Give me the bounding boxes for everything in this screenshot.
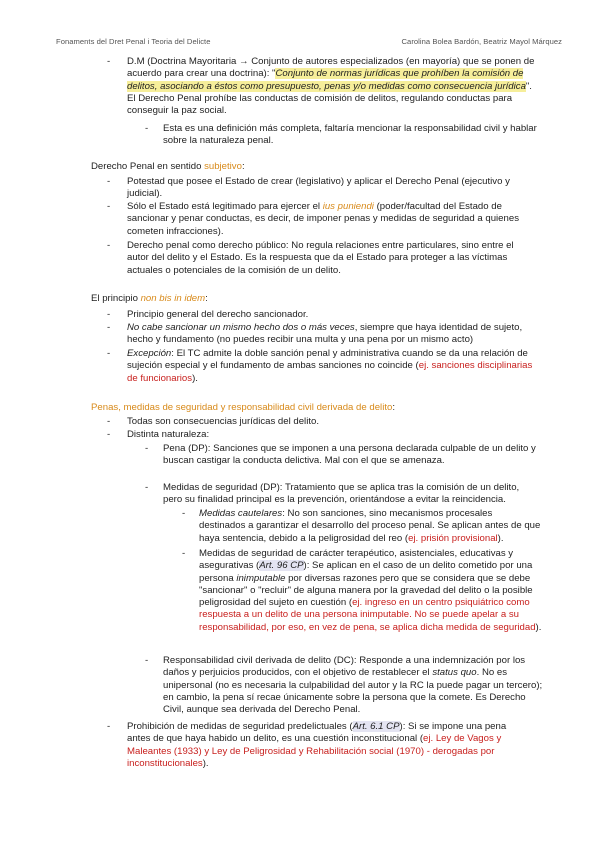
bullet-dash: -: [107, 201, 111, 212]
medidas-cautelares-item: [199, 508, 563, 545]
text: antes de que haya habido un delito, es una cuestión inconstitucional (: [127, 733, 424, 745]
text: por diversas razones pero que se considera que se debe: [285, 572, 531, 584]
heading-text: :: [392, 402, 395, 413]
medidas-seguridad-item: [163, 482, 563, 507]
header-right: Carolina Bolea Bardón, Beatriz Mayol Márquez: [401, 37, 562, 46]
example-text: ej. prisión provisional: [408, 532, 498, 544]
text-line: unipersonal (no es necesaria la culpabilidad del autor y la RC la puede pagar un tercero);: [163, 679, 543, 691]
text: inimputable: [236, 572, 286, 584]
list-item: [127, 176, 563, 201]
text-line: [199, 508, 563, 520]
example-text: responsabilidad, por eso, en vez de pena, se aplica dicha medida de seguridad: [199, 621, 536, 633]
definition-highlight: delitos, asociando a éstos como presupuesto, penas y/o medidas como consecuencia jurídica: [127, 80, 526, 92]
text-line: [199, 597, 563, 609]
pena-item: [163, 443, 563, 468]
heading-keyword: Penas, medidas de seguridad y responsabilidad civil derivada de delito: [91, 402, 393, 413]
text: ".: [525, 80, 532, 92]
medidas-terapeuticas-item: [199, 548, 563, 634]
list-item: [127, 240, 563, 277]
text-line: destinados a garantizar el desarrollo del proceso penal. Se aplican antes de que: [199, 520, 541, 532]
text-line: Medidas de seguridad (DP): Tratamiento que se aplica tras la comisión de un delito,: [163, 482, 520, 493]
bullet-dash: -: [145, 482, 149, 493]
text: ): Si se impone una pena: [399, 721, 507, 732]
example-text: de funcionarios: [127, 372, 193, 384]
heading-keyword: subjetivo: [204, 161, 242, 172]
text-line: Civil, aunque sea derivada del Derecho Penal.: [163, 704, 361, 716]
bullet-dash: -: [107, 721, 111, 732]
text-line: Pena (DP): Sanciones que se imponen a una persona declarada culpable de un delito y: [163, 443, 536, 454]
text: ).: [202, 757, 209, 769]
text: ).: [497, 532, 504, 544]
bullet-dash: -: [107, 309, 111, 320]
example-text: inconstitucionales: [127, 757, 203, 769]
text-line: Esta es una definición más completa, faltaría mencionar la responsabilidad civil y hablar: [163, 123, 537, 134]
bullet-dash: -: [182, 548, 186, 559]
text-line: [127, 758, 563, 770]
text-line: Derecho penal como derecho público: No regula relaciones entre particulares, sino entre el: [127, 240, 514, 251]
text-line: sobre la naturaleza penal.: [163, 135, 274, 147]
bullet-dash: -: [182, 508, 186, 519]
text-line: Potestad que posee el Estado de crear (legislativo) y aplicar el Derecho Penal (ejecutivo y: [127, 176, 510, 187]
text-line: [127, 68, 563, 80]
text-line: [127, 201, 563, 213]
header-left: Fonaments del Dret Penal i Teoria del Delicte: [56, 37, 211, 46]
section-heading-non-bis-in-idem: [91, 293, 208, 305]
text: Prohibición de medidas de seguridad predelictuales (: [127, 721, 353, 732]
text: peligrosidad del sujeto en cuestión (: [199, 597, 353, 609]
text-line: sancionar y penar conductas, es decir, de imponer penas y medidas de seguridad a quienes: [127, 213, 519, 225]
text: haya sentencia, debido a la peligrosidad del reo (: [199, 532, 409, 544]
text-line: Principio general del derecho sancionador.: [127, 309, 309, 320]
text-line: buscan castigar la conducta delictiva. Mal con el que se amenaza.: [163, 455, 445, 467]
text-line: pero su finalidad principal es la prevención, orientándose a evitar la reincidencia.: [163, 494, 506, 506]
list-item: [127, 309, 563, 321]
text-line: [199, 533, 563, 545]
list-item: Todas son consecuencias jurídicas del delito.: [127, 416, 319, 427]
text-line: [199, 573, 563, 585]
example-text: ej. Ley de Vagos y: [423, 733, 502, 745]
text-line: Responsabilidad civil derivada de delito (DC): Responde a una indemnización por los: [163, 655, 526, 666]
text-line: [127, 81, 563, 93]
text: persona: [199, 572, 237, 584]
text-line: El Derecho Penal prohíbe las conductas de comisión de delitos, regulando conductas para: [127, 92, 513, 104]
text-line: [127, 348, 563, 360]
bullet-dash: -: [145, 123, 149, 134]
text-line: judicial).: [127, 188, 163, 200]
text-line: [127, 360, 563, 372]
text-line: [127, 733, 563, 745]
text-line: [163, 667, 563, 679]
text: sujeción especial y el fundamento de ambas sanciones no coincide (: [127, 360, 419, 372]
text-line: en cambio, la pena sí recae únicamente sobre la persona que la comete. Es Derecho: [163, 691, 526, 703]
bullet-dash: -: [107, 56, 111, 67]
article-reference: Art. 96 CP: [259, 560, 304, 572]
text: status quo: [432, 667, 477, 679]
dm-subitem: [163, 123, 563, 148]
text: Excepción: [127, 348, 172, 359]
text: No cabe sancionar un mismo hecho dos o más veces: [127, 322, 355, 333]
bullet-dash: -: [107, 348, 111, 359]
bullet-dash: -: [107, 429, 111, 440]
text-line: autor del delito y el Estado. Es la respuesta que da el Estado para proteger a las víctimas: [127, 252, 508, 264]
bullet-dash: -: [145, 655, 149, 666]
text-line: "sancionar" o "recluir" de alguna manera por la gravedad del delito o la posible: [199, 584, 533, 596]
definition-highlight: Conjunto de normas jurídicas que prohíben la comisión de: [275, 68, 524, 80]
heading-keyword: non bis in idem: [140, 293, 206, 304]
text: acuerdo para crear una doctrina): ": [127, 68, 276, 80]
text: , siempre que haya identidad de sujeto,: [354, 322, 523, 333]
text-line: hecho y fundamento (no puedes recibir una multa y una pena por un mismo acto): [127, 334, 474, 346]
text: asegurativas (: [199, 560, 260, 572]
list-item: [127, 348, 563, 385]
text-line: actuales o potenciales de la comisión de un delito.: [127, 264, 341, 276]
text-line: Medidas de seguridad de carácter terapéutico, asistenciales, educativas y: [199, 548, 514, 559]
keyword: ius puniendi: [322, 201, 374, 212]
bullet-dash: -: [145, 443, 149, 454]
example-text: ej. ingreso en un centro psiquiátrico como: [352, 597, 530, 609]
text-line: D.M (Doctrina Mayoritaria → Conjunto de autores especializados (en mayoría) que se ponen de: [127, 56, 535, 67]
bullet-dash: -: [107, 416, 111, 427]
section-heading-penas: [91, 402, 395, 414]
example-text: ej. sanciones disciplinarias: [418, 360, 533, 372]
text-line: [199, 622, 563, 634]
bullet-dash: -: [107, 176, 111, 187]
article-reference: Art. 6.1 CP: [352, 721, 400, 732]
text: : No son sanciones, sino mecanismos procesales: [282, 508, 493, 519]
text: (poder/facultad del Estado de: [373, 201, 502, 212]
example-text: Maleantes (1933) y Ley de Peligrosidad y Rehabilitación social (1970) - derogadas por: [127, 745, 495, 757]
text-line: [127, 721, 563, 733]
bullet-dash: -: [107, 322, 111, 333]
example-text: respuesta a un delito de una persona inimputable. No se puede apelar a su: [199, 609, 520, 621]
heading-text: :: [241, 161, 245, 172]
text: Sólo el Estado está legitimado para ejercer el: [127, 201, 323, 212]
text-line: cometen infracciones).: [127, 225, 224, 237]
text: daños y perjuicios producidos, con el objetivo de restablecer el: [163, 667, 433, 679]
text: ).: [535, 621, 542, 633]
text-line: conseguir la paz social.: [127, 105, 227, 117]
doctrina-mayoritaria-item: [127, 56, 563, 117]
text: : El TC admite la doble sanción penal y administrativa cuando se da una relación de: [171, 348, 528, 359]
text-line: [127, 322, 563, 334]
bullet-dash: -: [107, 240, 111, 251]
heading-text: El principio: [91, 293, 141, 304]
text: Medidas cautelares: [199, 508, 283, 519]
text-line: [127, 373, 563, 385]
list-item: [127, 201, 563, 238]
text: ): Se aplican en el caso de un delito cometido por una: [303, 560, 533, 572]
text-line: [199, 560, 563, 572]
section-heading-subjetivo: [91, 161, 245, 173]
responsabilidad-civil-item: [163, 655, 563, 716]
text: ).: [192, 372, 198, 384]
heading-text: Derecho Penal en sentido: [91, 161, 205, 172]
list-item: Distinta naturaleza:: [127, 429, 210, 440]
list-item: [127, 322, 563, 347]
heading-text: :: [205, 293, 208, 304]
prohibicion-item: [127, 721, 563, 770]
text: . No es: [476, 667, 508, 679]
